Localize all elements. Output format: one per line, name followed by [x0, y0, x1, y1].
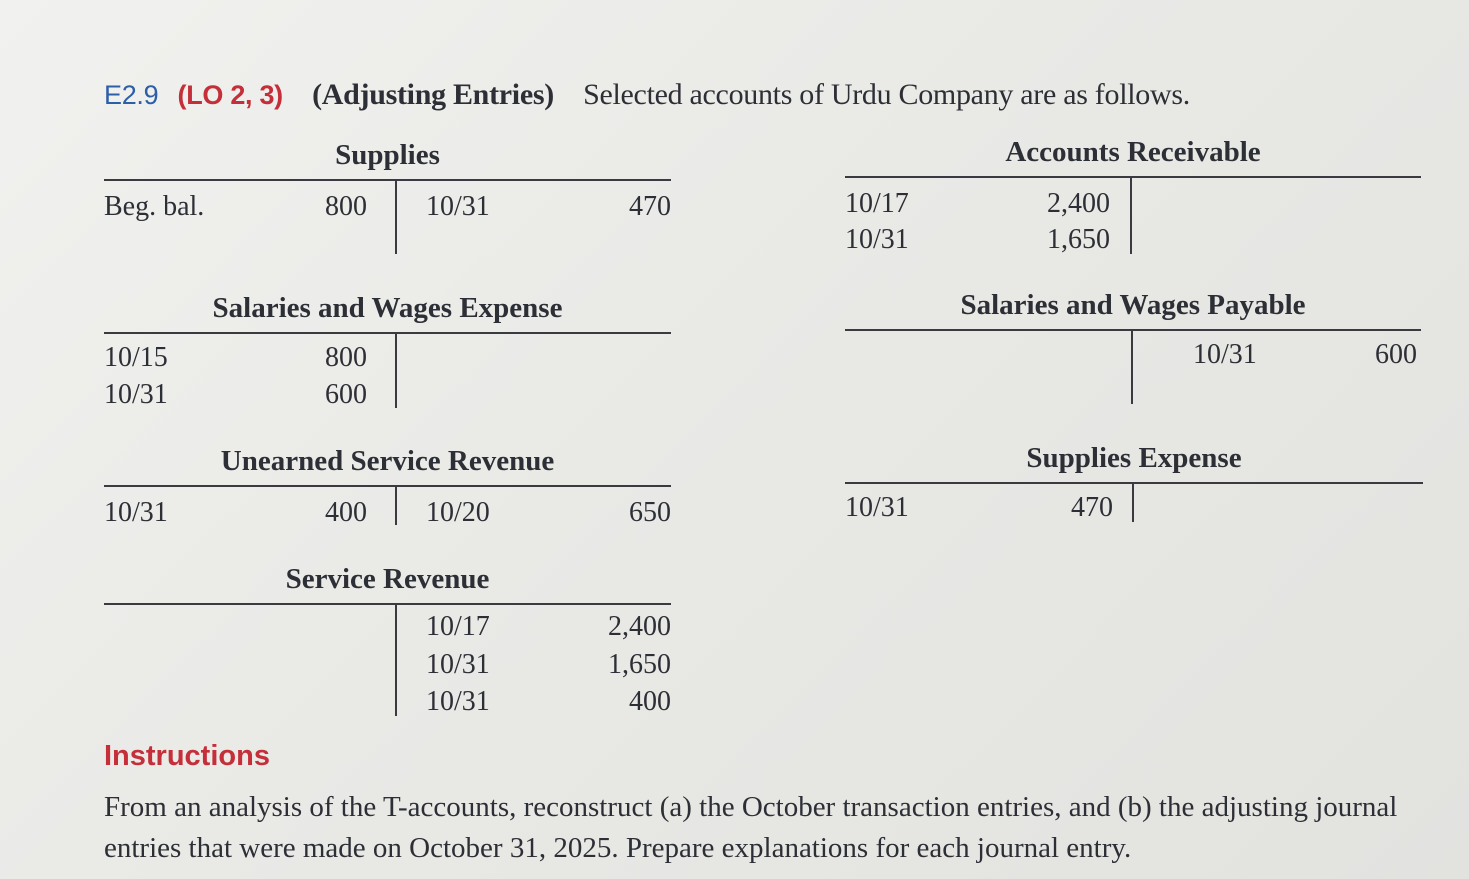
credit-label: 10/17 [426, 611, 490, 642]
debit-label: 10/17 [845, 188, 909, 219]
debit-label: 10/31 [104, 497, 168, 528]
t-account-top-rule [845, 329, 1421, 331]
credit-amount: 650 [629, 497, 671, 528]
instructions-text: From an analysis of the T-accounts, reconstruct (a) the October transaction entries, and (b) the adjusting journal entries that were made on October 31, 2025. Prepare explanations for each journal entry. [104, 791, 1398, 864]
debit-label: Beg. bal. [104, 191, 205, 222]
t-account-top-rule [104, 179, 671, 181]
t-account-divider [1130, 176, 1132, 254]
credit-amount: 400 [629, 686, 671, 717]
debit-amount: 470 [1071, 492, 1113, 523]
debit-label: 10/15 [104, 342, 168, 373]
t-account-title: Service Revenue [285, 563, 490, 595]
debit-label: 10/31 [845, 224, 909, 255]
t-account-divider [395, 332, 397, 408]
t-account-divider [1131, 329, 1133, 404]
exercise-intro: Selected accounts of Urdu Company are as follows. [583, 78, 1190, 111]
t-account-unearned-service-revenue [104, 445, 671, 528]
t-account-accounts-receivable [845, 136, 1421, 255]
instructions-heading: Instructions [104, 740, 270, 772]
credit-label: 10/31 [1193, 339, 1257, 370]
t-account-divider [395, 485, 397, 525]
debit-label: 10/31 [104, 379, 168, 410]
t-account-top-rule [104, 485, 671, 487]
debit-amount: 400 [325, 497, 367, 528]
t-account-service-revenue [104, 563, 671, 717]
t-account-supplies [104, 139, 671, 254]
credit-label: 10/31 [426, 191, 490, 222]
t-account-top-rule [845, 176, 1421, 178]
t-account-title: Supplies Expense [1026, 442, 1242, 474]
credit-amount: 600 [1375, 339, 1417, 370]
debit-amount: 2,400 [1047, 188, 1110, 219]
t-account-top-rule [845, 482, 1423, 484]
debit-label: 10/31 [845, 492, 909, 523]
t-account-title: Unearned Service Revenue [220, 445, 555, 477]
credit-label: 10/20 [426, 497, 490, 528]
t-account-divider [1132, 482, 1134, 522]
t-account-top-rule [104, 332, 671, 334]
debit-amount: 800 [325, 191, 367, 222]
credit-amount: 2,400 [608, 611, 671, 642]
t-account-top-rule [104, 603, 671, 605]
t-account-title: Supplies [335, 139, 440, 171]
t-account-title: Accounts Receivable [1005, 136, 1261, 168]
t-account-title: Salaries and Wages Expense [212, 292, 563, 324]
exercise-header [104, 78, 1190, 112]
t-account-title: Salaries and Wages Payable [960, 289, 1306, 321]
debit-amount: 600 [325, 379, 367, 410]
exercise-topic: (Adjusting Entries) [312, 78, 554, 111]
credit-label: 10/31 [426, 686, 490, 717]
credit-label: 10/31 [426, 649, 490, 680]
t-account-divider [395, 179, 397, 254]
t-account-salaries-wages-payable [845, 289, 1421, 404]
t-account-divider [395, 603, 397, 716]
debit-amount: 800 [325, 342, 367, 373]
t-account-supplies-expense [845, 442, 1423, 523]
exercise-code: E2.9 [104, 80, 159, 110]
learning-objectives: (LO 2, 3) [177, 80, 283, 110]
credit-amount: 470 [629, 191, 671, 222]
credit-amount: 1,650 [608, 649, 671, 680]
t-account-salaries-wages-expense [104, 292, 671, 410]
debit-amount: 1,650 [1047, 224, 1110, 255]
